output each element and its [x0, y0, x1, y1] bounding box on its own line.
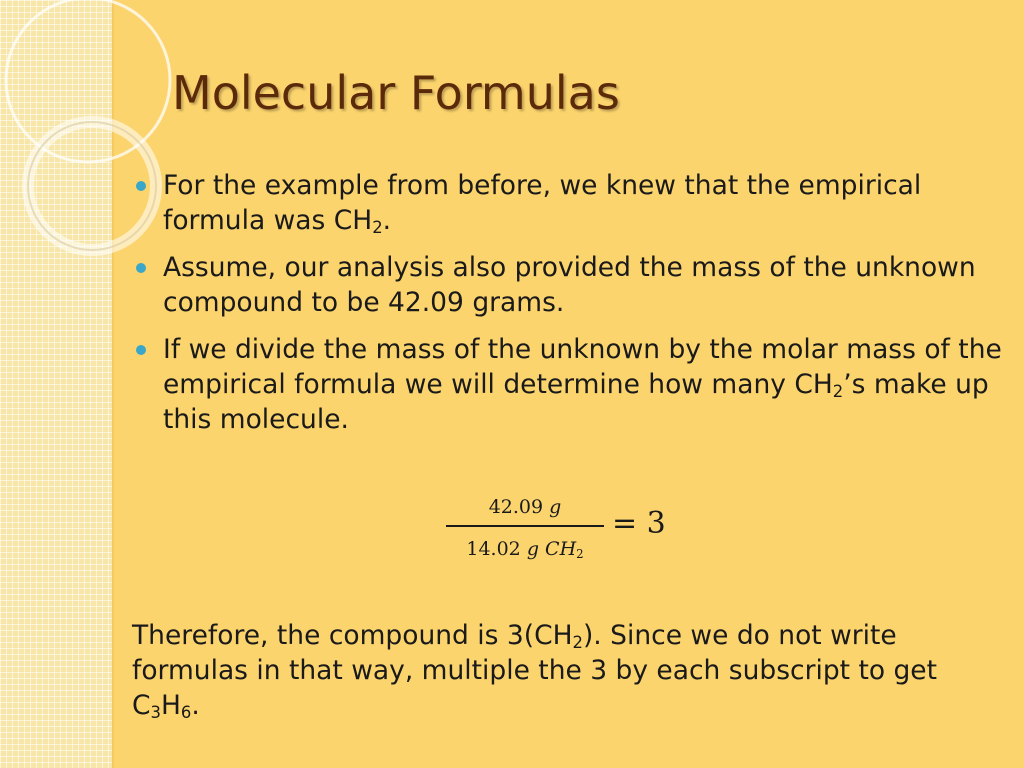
subscript: 2 — [576, 546, 584, 561]
denominator-unit: g — [526, 538, 539, 560]
bullet-text: If we divide the mass of the unknown by the molar mass of the empirical formula we will determine how many CH — [163, 334, 1002, 400]
bullet-item — [132, 250, 1002, 320]
conclusion-paragraph — [132, 618, 1012, 723]
numerator-unit: g — [549, 496, 562, 518]
division-equation — [446, 488, 686, 578]
denominator-value: 14.02 — [466, 538, 521, 560]
slide-title: Molecular Formulas — [172, 66, 620, 120]
conclusion-text: ). Since we do not write formulas in that way, multiple the 3 by each subscript to get C — [132, 620, 938, 721]
fraction-numerator — [446, 496, 604, 518]
bullet-text: For the example from before, we knew that the empirical formula was CH — [163, 170, 922, 236]
bullet-text: . — [382, 205, 392, 236]
bullet-list — [132, 168, 1002, 449]
subscript: 3 — [150, 703, 161, 723]
conclusion-text: . — [191, 690, 200, 721]
subscript: 2 — [572, 633, 583, 653]
bullet-item — [132, 168, 1002, 238]
bullet-text: Assume, our analysis also provided the mass of the unknown compound to be 42.09 grams. — [163, 252, 976, 318]
denominator-species: CH — [545, 538, 577, 560]
decorative-rings — [0, 0, 130, 260]
bullet-dot-icon — [136, 345, 146, 355]
bullet-text: ’s make up this molecule. — [163, 369, 989, 435]
subscript: 2 — [372, 218, 383, 238]
conclusion-text: H — [160, 690, 181, 721]
bullet-dot-icon — [136, 181, 146, 191]
subscript: 6 — [180, 703, 192, 723]
conclusion-text: Therefore, the compound is 3(CH — [132, 620, 573, 651]
bullet-dot-icon — [136, 263, 146, 273]
equation-result: = 3 — [612, 506, 666, 541]
fraction-denominator — [446, 538, 604, 560]
numerator-value: 42.09 — [488, 496, 544, 518]
subscript: 2 — [832, 382, 844, 402]
fraction-bar — [446, 525, 604, 527]
bullet-item — [132, 332, 1002, 437]
